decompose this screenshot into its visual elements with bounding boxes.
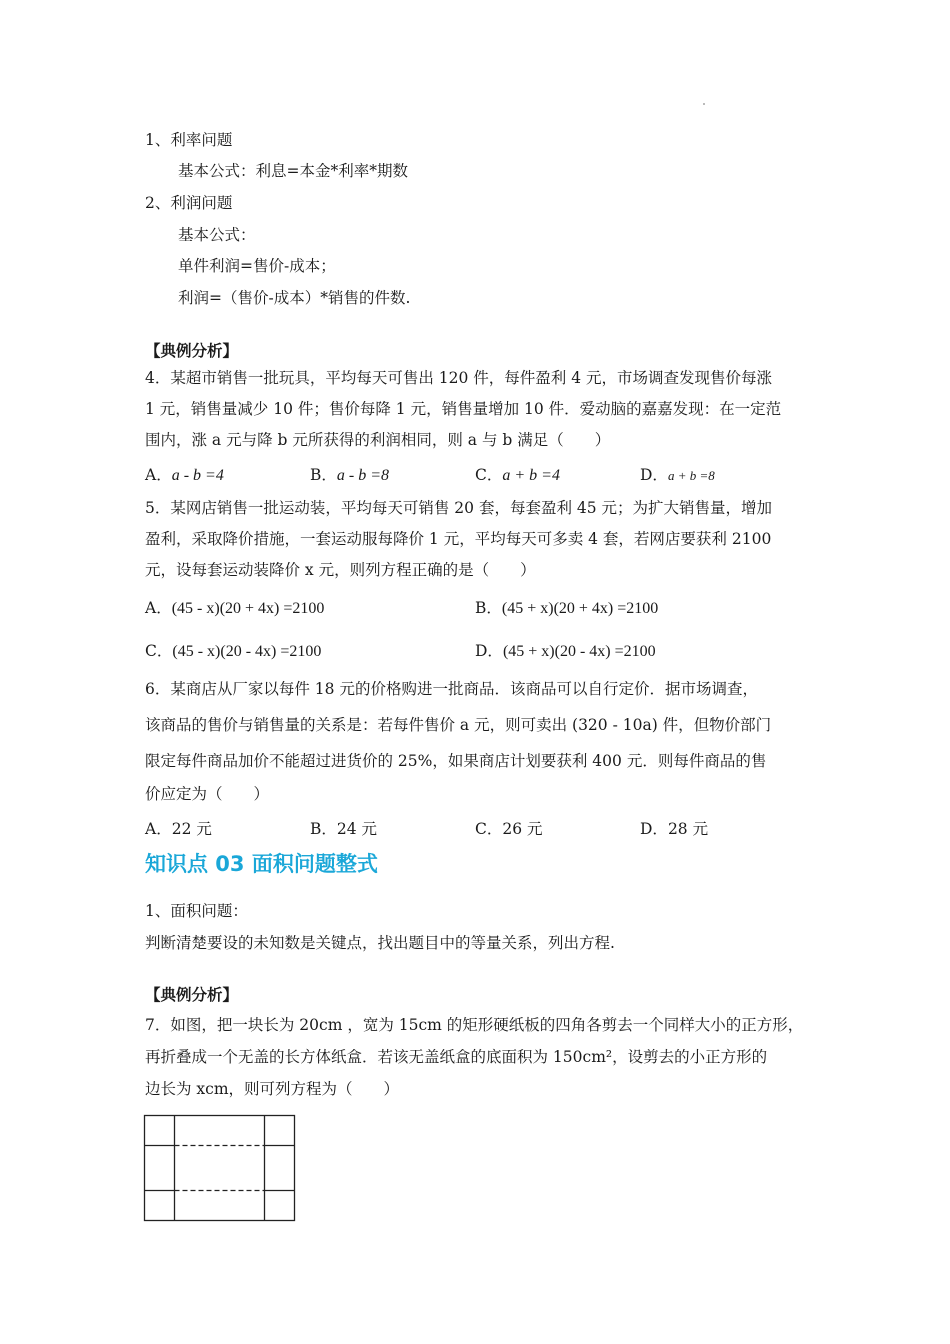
- area-title: 1、面积问题：: [145, 902, 248, 920]
- cardboard-figure: [143, 1114, 297, 1224]
- q6-line-1: 6．某商店从厂家以每件 18 元的价格购进一批商品．该商品可以自行定价．据市场调查，: [145, 680, 758, 698]
- interest-title: 1、利率问题: [145, 131, 233, 149]
- interest-formula: 基本公式：利息=本金*利率*期数: [178, 162, 408, 180]
- area-description: 判断清楚要设的未知数是关键点，找出题目中的等量关系，列出方程.: [145, 934, 615, 952]
- unit-profit-formula: 单件利润=售价-成本；: [178, 257, 336, 275]
- q6-option-d: D．28 元: [640, 820, 709, 838]
- q6-option-b: B．24 元: [310, 820, 378, 838]
- q5-option-c: C．(45 - x)(20 - 4x) =2100: [145, 642, 322, 660]
- section-heading: 知识点 03 面积问题整式: [145, 852, 378, 876]
- q6-line-4: 价应定为（ ）: [145, 785, 270, 803]
- q5-line-2: 盈利，采取降价措施，一套运动服每降价 1 元，平均每天可多卖 4 套，若网店要获利 2100: [145, 530, 772, 548]
- q5-option-a: A．(45 - x)(20 + 4x) =2100: [145, 599, 325, 617]
- q4-option-d: D．a + b =8: [640, 466, 715, 484]
- q7-line-2: 再折叠成一个无盖的长方体纸盒．若该无盖纸盒的底面积为 150cm²，设剪去的小正方形的: [145, 1048, 768, 1066]
- q5-line-1: 5．某网店销售一批运动装，平均每天可销售 20 套，每套盈利 45 元；为扩大销售量，增加: [145, 499, 773, 517]
- q4-line-1: 4．某超市销售一批玩具，平均每天可售出 120 件，每件盈利 4 元，市场调查发现售价每涨: [145, 369, 773, 387]
- profit-formula-label: 基本公式：: [178, 226, 256, 244]
- q4-line-3: 围内，涨 a 元与降 b 元所获得的利润相同，则 a 与 b 满足（ ）: [145, 431, 611, 449]
- stray-dot: [703, 103, 705, 105]
- q5-option-d: D．(45 + x)(20 - 4x) =2100: [475, 642, 656, 660]
- q6-option-a: A．22 元: [145, 820, 212, 838]
- profit-title: 2、利润问题: [145, 194, 233, 212]
- example-label-2: 【典例分析】: [145, 985, 239, 1004]
- q4-line-2: 1 元，销售量减少 10 件；售价每降 1 元，销售量增加 10 件．爱动脑的嘉嘉发现：在一定范: [145, 400, 782, 418]
- q5-line-3: 元，设每套运动装降价 x 元，则列方程正确的是（ ）: [145, 561, 536, 579]
- q4-option-b: B．a - b =8: [310, 466, 390, 484]
- q6-option-c: C．26 元: [475, 820, 543, 838]
- q7-line-1: 7．如图，把一块长为 20cm ，宽为 15cm 的矩形硬纸板的四角各剪去一个同样大小的正方形，: [145, 1016, 804, 1034]
- q4-option-a: A．a - b =4: [145, 466, 224, 484]
- q6-line-2: 该商品的售价与销售量的关系是：若每件售价 a 元，则可卖出 (320 - 10a) 件，但物价部门: [145, 716, 772, 734]
- q7-line-3: 边长为 xcm，则可列方程为（ ）: [145, 1080, 400, 1098]
- total-profit-formula: 利润=（售价-成本）*销售的件数.: [178, 289, 411, 307]
- example-label: 【典例分析】: [145, 341, 239, 360]
- q5-option-b: B．(45 + x)(20 + 4x) =2100: [475, 599, 659, 617]
- cardboard-outline: [145, 1116, 295, 1221]
- q6-line-3: 限定每件商品加价不能超过进货价的 25%，如果商店计划要获利 400 元．则每件商品的售: [145, 752, 767, 770]
- q4-option-c: C．a + b =4: [475, 466, 560, 484]
